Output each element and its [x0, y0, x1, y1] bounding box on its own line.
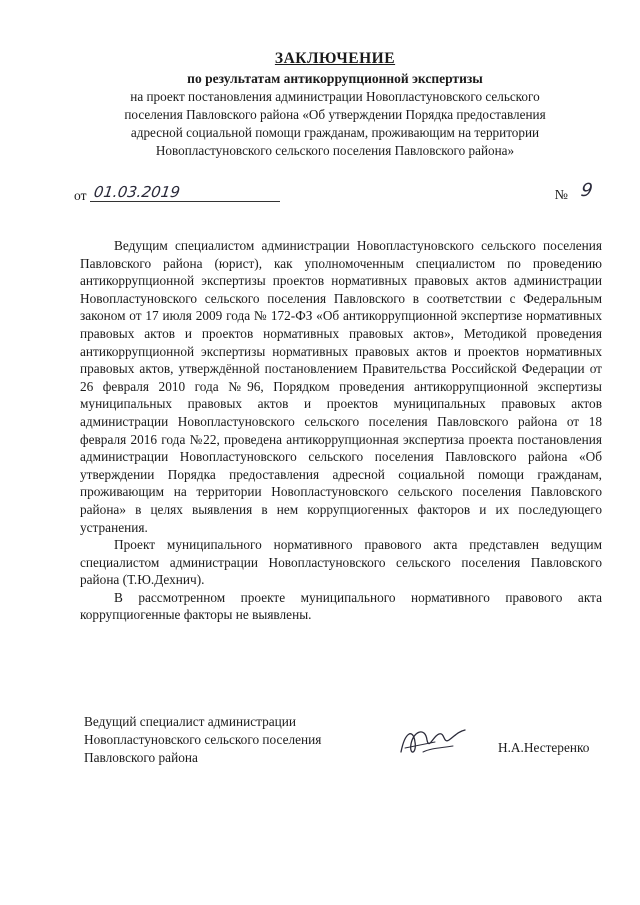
subject-line: поселения Павловского района «Об утверждении Порядка предоставления: [124, 107, 546, 122]
date-prefix: от: [74, 188, 87, 203]
conclusion-body: [80, 237, 602, 624]
title-block: [70, 50, 600, 160]
document-subtitle: по результатам антикоррупционной экспертизы: [187, 71, 483, 86]
document-subject: [70, 88, 600, 160]
position-line: Павловского района: [84, 750, 198, 765]
number-label: №: [554, 188, 568, 203]
body-paragraph: Проект муниципального нормативного правового акта представлен ведущим специалистом администрации Новопластуновского сельского поселения Павловского района (Т.Ю.Дехнич).: [80, 537, 602, 588]
subject-line: на проект постановления администрации Новопластуновского сельского: [130, 89, 540, 104]
position-line: Новопластуновского сельского поселения: [84, 732, 322, 747]
date-number-row: [74, 180, 602, 208]
body-paragraph: Ведущим специалистом администрации Новопластуновского сельского поселения Павловского района (юрист), как уполномоченным специалистом по проведению антикоррупционной экспертизы проектов нормативных правовых актов администрации Новопластуновского сельского поселения Павловского в соответствии с Федеральным законом от 17 июля 2009 года № 172-ФЗ «Об антикоррупционной экспертизе нормативных правовых актов и проектов нормативных правовых актов», Методикой проведения антикоррупционной экспертизы нормативных правовых актов и проектов нормативных правовых актов, утверждённой постановлением Правительства Российской Федерации от 26 февраля 2010 года №96, Порядком проведения антикоррупционной экспертизы муниципальных правовых актов и проектов муниципальных правовых актов администрации Новопластуновского сельского поселения Павловского района от 18 февраля 2016 года №22, проведена антикоррупционная экспертиза проекта постановления администрации Новопластуновского сельского поселения Павловского района «Об утверждении Порядка предоставления адресной социальной помощи гражданам, проживающим на территории Новопластуновского сельского поселения Павловского района» в целях выявления в нем коррупциогенных факторов и их последующего устранения.: [80, 238, 602, 535]
subject-line: Новопластуновского сельского поселения Павловского района»: [155, 143, 515, 158]
date-underline: [90, 201, 280, 202]
handwritten-signature: [395, 722, 470, 762]
subject-line: адресной социальной помощи гражданам, проживающим на территории: [130, 125, 540, 140]
signatory-name: Н.А.Нестеренко: [498, 740, 590, 755]
document-title: ЗАКЛЮЧЕНИЕ: [274, 50, 396, 67]
handwritten-number: 9: [579, 180, 594, 201]
body-paragraph: В рассмотренном проекте муниципального нормативного правового акта коррупциогенные факторы не выявлены.: [80, 589, 602, 623]
signatory-position: [84, 713, 334, 767]
handwritten-date: 01.03.2019: [92, 183, 182, 201]
position-line: Ведущий специалист администрации: [84, 714, 296, 729]
